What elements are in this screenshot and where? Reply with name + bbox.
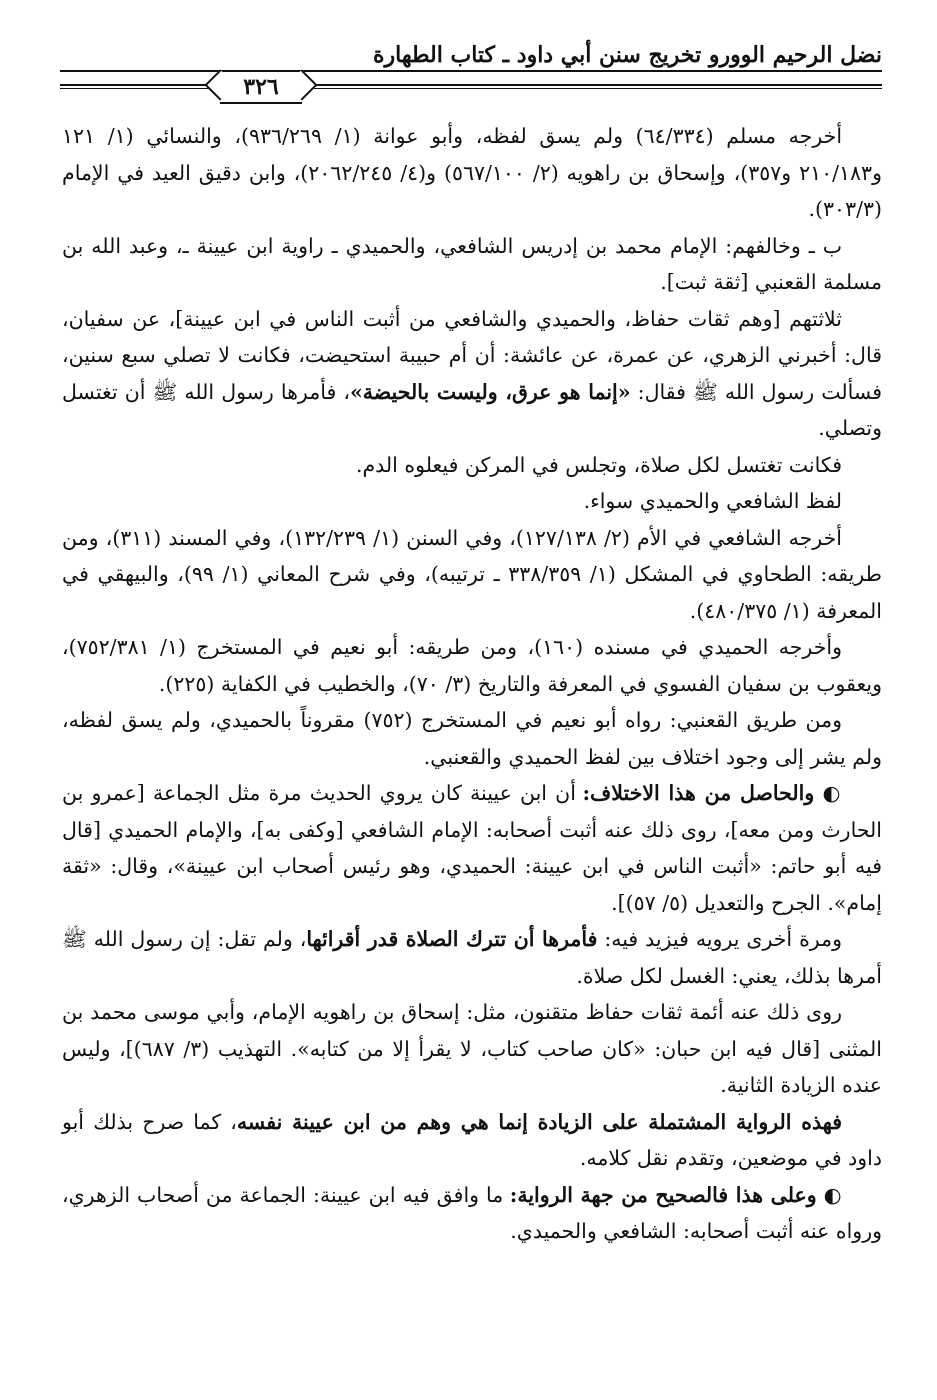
paragraph-12 (62, 1104, 882, 1177)
paragraph-7: وأخرجه الحميدي في مسنده (١٦٠)، ومن طريقه: أبو نعيم في المستخرج (١/ ٧٥٢/٣٨١)، ويعقوب بن سفيان الفسوي في المعرفة والتاريخ (٣/ ٧٠)، والخطيب في الكفاية (٢٢٥). (62, 635, 882, 696)
page-header (60, 40, 882, 100)
page-body (62, 118, 882, 1250)
paragraph-1: أخرجه مسلم (٦٤/٣٣٤) ولم يسق لفظه، وأبو عوانة (١/ ٩٣٦/٢٦٩)، والنسائي (١/ ١٢١ و٢١٠/١٨٣ و٣٥٧)، وإسحاق بن راهويه (٢/ ٥٦٧/١٠٠) و(٤/ ٢٠٦٢/٢٤٥)، وابن دقيق العيد في الإمام (٣٠٣/٣). (62, 124, 882, 221)
header-rule-top (60, 70, 882, 72)
paragraph-9-text: أن ابن عيينة كان يروي الحديث مرة مثل الجماعة [عمرو بن الحارث ومن معه]، روى ذلك عنه أثبت أصحابه: الإمام الشافعي [وكفى به]، والإمام الحميدي [قال فيه أبو حاتم: «أثبت الناس في ابن عيينة: الحميدي، وهو رئيس أصحاب ابن عيينة»، وقال: «ثقة إمام». الجرح والتعديل (٥/ ٥٧)]. (62, 781, 882, 915)
paragraph-13-text: ما وافق فيه ابن عيينة: الجماعة من أصحاب الزهري، ورواه عنه أثبت أصحابه: الشافعي والحميدي. (62, 1182, 882, 1243)
header-rule-left-thin (60, 88, 208, 89)
header-rule-left (60, 84, 208, 86)
paragraph-3-text: ثلاثتهم [وهم ثقات حفاظ، والحميدي والشافعي من أثبت الناس في ابن عيينة]، عن سفيان، قال: أخبرني الزهري، عن عمرة، عن عائشة: أن أم حبيبة استحيضت، فكانت لا تصلي سبع سنين، فسألت رسول الله ﷺ فقال: (62, 306, 883, 404)
paragraph-10 (62, 921, 882, 994)
header-rule-right-thin (314, 88, 882, 89)
paragraph-11: روى ذلك عنه أئمة ثقات حفاظ متقنون، مثل: إسحاق بن راهويه الإمام، وأبي موسى محمد بن المثنى [قال فيه ابن حبان: «كان صاحب كتاب، لا يقرأ إلا من كتابه». التهذيب (٣/ ٦٨٧)]، وليس عنده الزيادة الثانية. (62, 1000, 882, 1097)
paragraph-12-text: ، كما صرح بذلك أبو داود في موضعين، وتقدم نقل كلامه. (62, 1109, 882, 1170)
paragraph-9 (62, 775, 882, 921)
paragraph-13-heading: وعلى هذا فالصحيح من جهة الرواية: (509, 1182, 817, 1207)
page-number-frame (220, 70, 302, 104)
section-mark-icon: ◐ (823, 1182, 842, 1207)
paragraph-13 (62, 1177, 882, 1250)
hadith-quote: «إنما هو عرق، وليست بالحيضة» (349, 379, 631, 404)
paragraph-2: ب ـ وخالفهم: الإمام محمد بن إدريس الشافعي، والحميدي ـ راوية ابن عيينة ـ، وعبد الله بن مسلمة القعنبي [ثقة ثبت]. (62, 233, 882, 294)
paragraph-9-heading: والحاصل من هذا الاختلاف: (582, 781, 815, 805)
paragraph-3 (62, 301, 882, 447)
page-number: ٣٢٦ (243, 74, 279, 100)
paragraph-8: ومن طريق القعنبي: رواه أبو نعيم في المستخرج (٧٥٢) مقروناً بالحميدي، ولم يسق لفظه، ولم يشر إلى وجود اختلاف بين لفظ الحميدي والقعنبي. (62, 708, 882, 769)
header-rule-right (314, 84, 882, 86)
paragraph-3-tail: ، فأمرها رسول الله ﷺ أن تغتسل وتصلي. (62, 379, 882, 440)
paragraph-10-tail: ، ولم تقل: إن رسول الله ﷺ أمرها بذلك، يعني: الغسل لكل صلاة. (62, 927, 882, 988)
paragraph-6: أخرجه الشافعي في الأم (٢/ ١٢٧/١٣٨)، وفي السنن (١/ ١٣٢/٢٣٩)، وفي المسند (٣١١)، ومن طريقه: الطحاوي في المشكل (١/ ٣٣٨/٣٥٩ ـ ترتيبه)، وفي شرح المعاني (١/ ٩٩)، والبيهقي في المعرفة (١/ ٤٨٠/٣٧٥). (62, 525, 882, 623)
paragraph-5: لفظ الشافعي والحميدي سواء. (583, 489, 842, 513)
paragraph-4: فكانت تغتسل لكل صلاة، وتجلس في المركن فيعلوه الدم. (355, 452, 842, 477)
section-mark-icon: ◐ (822, 781, 842, 805)
running-title: نضل الرحيم الوورو تخريج سنن أبي داود ـ كتاب الطهارة (372, 42, 882, 68)
paragraph-10-bold: فأمرها أن تترك الصلاة قدر أقرائها (306, 927, 598, 951)
paragraph-10-text: ومرة أخرى يرويه فيزيد فيه: (597, 927, 842, 951)
paragraph-12-bold: فهذه الرواية المشتملة على الزيادة إنما هي وهم من ابن عيينة نفسه (236, 1109, 842, 1134)
